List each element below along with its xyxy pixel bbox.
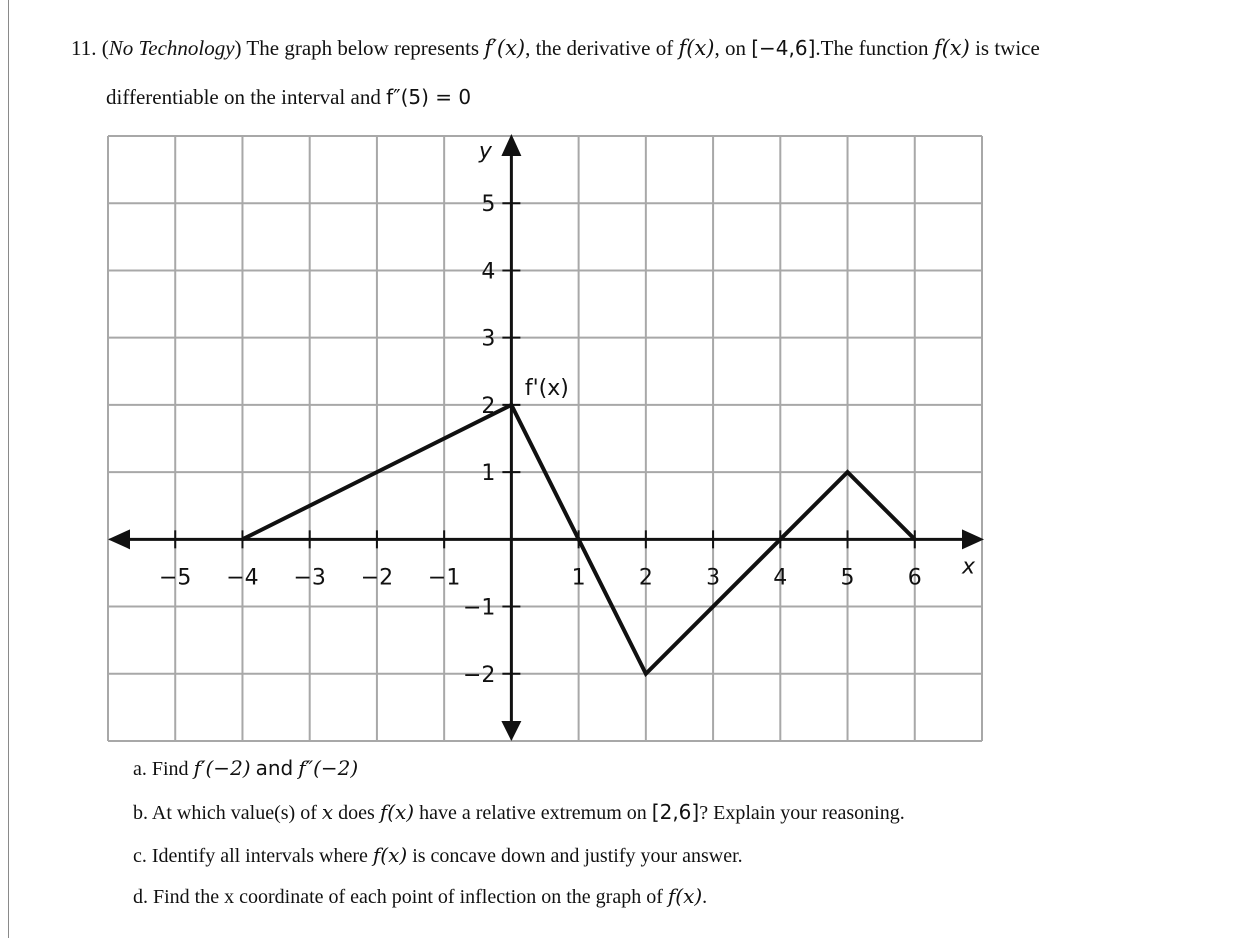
part-b-text-4: ? Explain your reasoning. — [699, 802, 905, 824]
x-axis-left-arrow — [108, 529, 130, 549]
tick-labels — [159, 139, 976, 688]
x-axis-right-arrow — [962, 529, 984, 549]
y-tick-label: −2 — [462, 662, 496, 688]
f-expression-2: f(x) — [933, 36, 970, 60]
second-derivative-condition: f″(5) = 0 — [386, 85, 472, 109]
part-b-var: x — [321, 800, 334, 824]
part-a — [133, 756, 358, 781]
part-d — [133, 884, 707, 909]
part-b-text-2: does — [338, 802, 375, 824]
question-text-5: is twice — [975, 36, 1040, 60]
part-b — [133, 800, 905, 825]
y-tick-label: −1 — [462, 595, 496, 621]
x-tick-label: −1 — [427, 565, 461, 591]
part-a-expr-2: f″(−2) — [298, 756, 359, 780]
part-c-text-2: is concave down and justify your answer. — [412, 845, 743, 867]
fprime-expression: f′(x) — [484, 36, 526, 60]
grid-lines — [108, 136, 982, 741]
part-b-text-1: b. At which value(s) of — [133, 802, 317, 824]
part-a-expr-1: f′(−2) — [193, 756, 251, 780]
question-number: 11. — [71, 36, 97, 60]
y-tick-label: 3 — [481, 326, 496, 352]
f-expression: f(x) — [678, 36, 715, 60]
part-d-text-2: . — [702, 886, 708, 908]
part-c-text-1: c. Identify all intervals where — [133, 845, 368, 867]
part-c — [133, 843, 743, 868]
part-a-label: a. Find — [133, 758, 189, 780]
x-tick-label: 6 — [907, 565, 922, 591]
y-tick-label: 2 — [481, 393, 496, 419]
axes — [108, 134, 984, 741]
part-d-text-1: d. Find the x coordinate of each point of inflection on the graph of — [133, 886, 663, 908]
question-text-4: .The function — [815, 36, 929, 60]
x-axis-label: x — [962, 554, 976, 580]
question-text-1: The graph below represents — [246, 36, 480, 60]
y-axis-label: y — [478, 139, 492, 164]
curve-label: f'(x) — [524, 375, 569, 401]
x-tick-label: 3 — [706, 565, 721, 591]
part-b-text-3: have a relative extremum on — [419, 802, 647, 824]
question-line2-text: differentiable on the interval and — [106, 85, 381, 109]
question-header: 11. (No Technology) The graph below represents f′(x), the derivative of f(x), on [−4,6].The function f(x) is twice — [71, 36, 1040, 60]
part-a-and: and — [255, 756, 294, 780]
y-tick-label: 5 — [481, 192, 496, 218]
y-axis-bottom-arrow — [501, 721, 521, 741]
x-tick-label: −4 — [226, 565, 259, 591]
x-tick-label: 5 — [840, 565, 855, 591]
question-text-3: , on — [714, 36, 746, 60]
x-tick-label: −5 — [159, 565, 192, 591]
part-c-fx: f(x) — [372, 843, 408, 867]
x-tick-label: 2 — [638, 565, 653, 591]
y-axis-top-arrow — [501, 134, 521, 156]
part-d-fx: f(x) — [667, 884, 703, 908]
part-b-fx: f(x) — [379, 800, 415, 824]
no-technology-tag: No Technology — [108, 36, 235, 60]
x-tick-label: 1 — [571, 565, 586, 591]
y-tick-label: 1 — [481, 461, 496, 487]
x-tick-label: −2 — [360, 565, 394, 591]
part-b-interval: [2,6] — [651, 800, 700, 824]
x-tick-label: 4 — [773, 565, 788, 591]
x-tick-label: −3 — [293, 565, 326, 591]
y-tick-label: 4 — [481, 259, 496, 285]
interval-expression: [−4,6] — [751, 36, 816, 60]
question-text-2: , the derivative of — [525, 36, 674, 60]
